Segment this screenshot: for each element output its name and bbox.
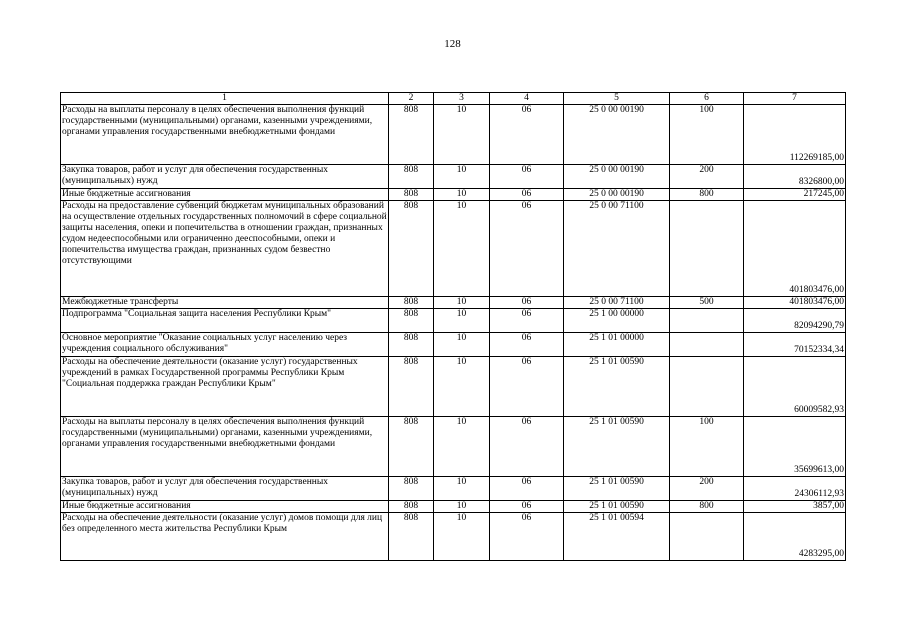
row-amount: 82094290,79	[744, 309, 846, 333]
row-section: 10	[434, 417, 490, 477]
column-header: 5	[564, 93, 670, 105]
row-expense-type	[670, 333, 744, 357]
row-expense-type	[670, 309, 744, 333]
row-expense-type: 100	[670, 417, 744, 477]
row-amount: 70152334,34	[744, 333, 846, 357]
table-row	[61, 309, 846, 333]
row-target-article: 25 1 01 00594	[564, 513, 670, 561]
column-header: 7	[744, 93, 846, 105]
row-subsection: 06	[490, 297, 564, 309]
row-subsection: 06	[490, 165, 564, 189]
table-row	[61, 201, 846, 297]
row-grbs: 808	[389, 165, 434, 189]
row-amount: 4283295,00	[744, 513, 846, 561]
row-amount: 401803476,00	[744, 297, 846, 309]
row-name: Подпрограмма "Социальная защита населения Республики Крым"	[61, 309, 389, 333]
row-grbs: 808	[389, 357, 434, 417]
row-expense-type: 200	[670, 477, 744, 501]
row-grbs: 808	[389, 105, 434, 165]
row-target-article: 25 0 00 00190	[564, 165, 670, 189]
column-header: 6	[670, 93, 744, 105]
column-number-row	[61, 93, 846, 105]
row-subsection: 06	[490, 513, 564, 561]
row-amount: 8326800,00	[744, 165, 846, 189]
row-grbs: 808	[389, 309, 434, 333]
table-row	[61, 513, 846, 561]
row-amount: 60009582,93	[744, 357, 846, 417]
row-expense-type	[670, 201, 744, 297]
column-header: 2	[389, 93, 434, 105]
table-row	[61, 105, 846, 165]
row-name: Иные бюджетные ассигнования	[61, 189, 389, 201]
row-subsection: 06	[490, 333, 564, 357]
row-grbs: 808	[389, 189, 434, 201]
row-grbs: 808	[389, 297, 434, 309]
row-grbs: 808	[389, 513, 434, 561]
row-expense-type: 500	[670, 297, 744, 309]
row-section: 10	[434, 201, 490, 297]
row-expense-type: 800	[670, 189, 744, 201]
row-target-article: 25 0 00 71100	[564, 297, 670, 309]
table-row	[61, 165, 846, 189]
row-subsection: 06	[490, 477, 564, 501]
row-subsection: 06	[490, 105, 564, 165]
row-section: 10	[434, 165, 490, 189]
row-grbs: 808	[389, 201, 434, 297]
row-name: Расходы на выплаты персоналу в целях обеспечения выполнения функций государственными (муниципальными) органами, казенными учреждениями, органами управления государственными внебюджетными фондами	[61, 417, 389, 477]
table-row	[61, 357, 846, 417]
row-section: 10	[434, 297, 490, 309]
column-header: 4	[490, 93, 564, 105]
row-section: 10	[434, 333, 490, 357]
row-grbs: 808	[389, 477, 434, 501]
row-target-article: 25 0 00 71100	[564, 201, 670, 297]
row-expense-type: 800	[670, 501, 744, 513]
row-section: 10	[434, 189, 490, 201]
row-expense-type: 200	[670, 165, 744, 189]
row-amount: 112269185,00	[744, 105, 846, 165]
row-subsection: 06	[490, 357, 564, 417]
row-expense-type	[670, 513, 744, 561]
row-name: Расходы на предоставление субвенций бюджетам муниципальных образований на осуществление отдельных государственных полномочий в сфере социальной защиты населения, опеки и попечительства в отношении граждан, признанных судом недееспособными или ограниченно дееспособными, опеки и попечительства имущества граждан, признанных судом безвестно отсутствующими	[61, 201, 389, 297]
row-subsection: 06	[490, 189, 564, 201]
row-name: Закупка товаров, работ и услуг для обеспечения государственных (муниципальных) нужд	[61, 477, 389, 501]
row-section: 10	[434, 309, 490, 333]
row-target-article: 25 1 00 00000	[564, 309, 670, 333]
row-amount: 3857,00	[744, 501, 846, 513]
column-header: 3	[434, 93, 490, 105]
row-target-article: 25 1 01 00590	[564, 501, 670, 513]
table-row	[61, 501, 846, 513]
row-subsection: 06	[490, 501, 564, 513]
row-target-article: 25 1 01 00590	[564, 357, 670, 417]
row-grbs: 808	[389, 417, 434, 477]
row-name: Закупка товаров, работ и услуг для обеспечения государственных (муниципальных) нужд	[61, 165, 389, 189]
row-name: Расходы на обеспечение деятельности (оказание услуг) государственных учреждений в рамках Государственной программы Республики Крым "Социальная поддержка граждан Республики Крым"	[61, 357, 389, 417]
row-name: Иные бюджетные ассигнования	[61, 501, 389, 513]
row-target-article: 25 1 01 00590	[564, 477, 670, 501]
row-grbs: 808	[389, 333, 434, 357]
row-name: Расходы на обеспечение деятельности (оказание услуг) домов помощи для лиц без определенного места жительства Республики Крым	[61, 513, 389, 561]
row-expense-type: 100	[670, 105, 744, 165]
table-row	[61, 417, 846, 477]
table-row	[61, 297, 846, 309]
row-name: Основное мероприятие "Оказание социальных услуг населению через учреждения социального обслуживания"	[61, 333, 389, 357]
row-section: 10	[434, 105, 490, 165]
row-section: 10	[434, 477, 490, 501]
column-header: 1	[61, 93, 389, 105]
row-target-article: 25 0 00 00190	[564, 189, 670, 201]
row-target-article: 25 1 01 00000	[564, 333, 670, 357]
budget-table	[60, 92, 846, 561]
row-target-article: 25 1 01 00590	[564, 417, 670, 477]
table-row	[61, 189, 846, 201]
row-amount: 24306112,93	[744, 477, 846, 501]
page-number: 128	[444, 38, 461, 50]
row-section: 10	[434, 513, 490, 561]
row-target-article: 25 0 00 00190	[564, 105, 670, 165]
row-subsection: 06	[490, 417, 564, 477]
row-name: Межбюджетные трансферты	[61, 297, 389, 309]
row-grbs: 808	[389, 501, 434, 513]
row-subsection: 06	[490, 201, 564, 297]
table-row	[61, 333, 846, 357]
row-subsection: 06	[490, 309, 564, 333]
table-row	[61, 477, 846, 501]
row-section: 10	[434, 357, 490, 417]
row-amount: 217245,00	[744, 189, 846, 201]
row-expense-type	[670, 357, 744, 417]
row-section: 10	[434, 501, 490, 513]
row-amount: 35699613,00	[744, 417, 846, 477]
row-name: Расходы на выплаты персоналу в целях обеспечения выполнения функций государственными (муниципальными) органами, казенными учреждениями, органами управления государственными внебюджетными фондами	[61, 105, 389, 165]
row-amount: 401803476,00	[744, 201, 846, 297]
